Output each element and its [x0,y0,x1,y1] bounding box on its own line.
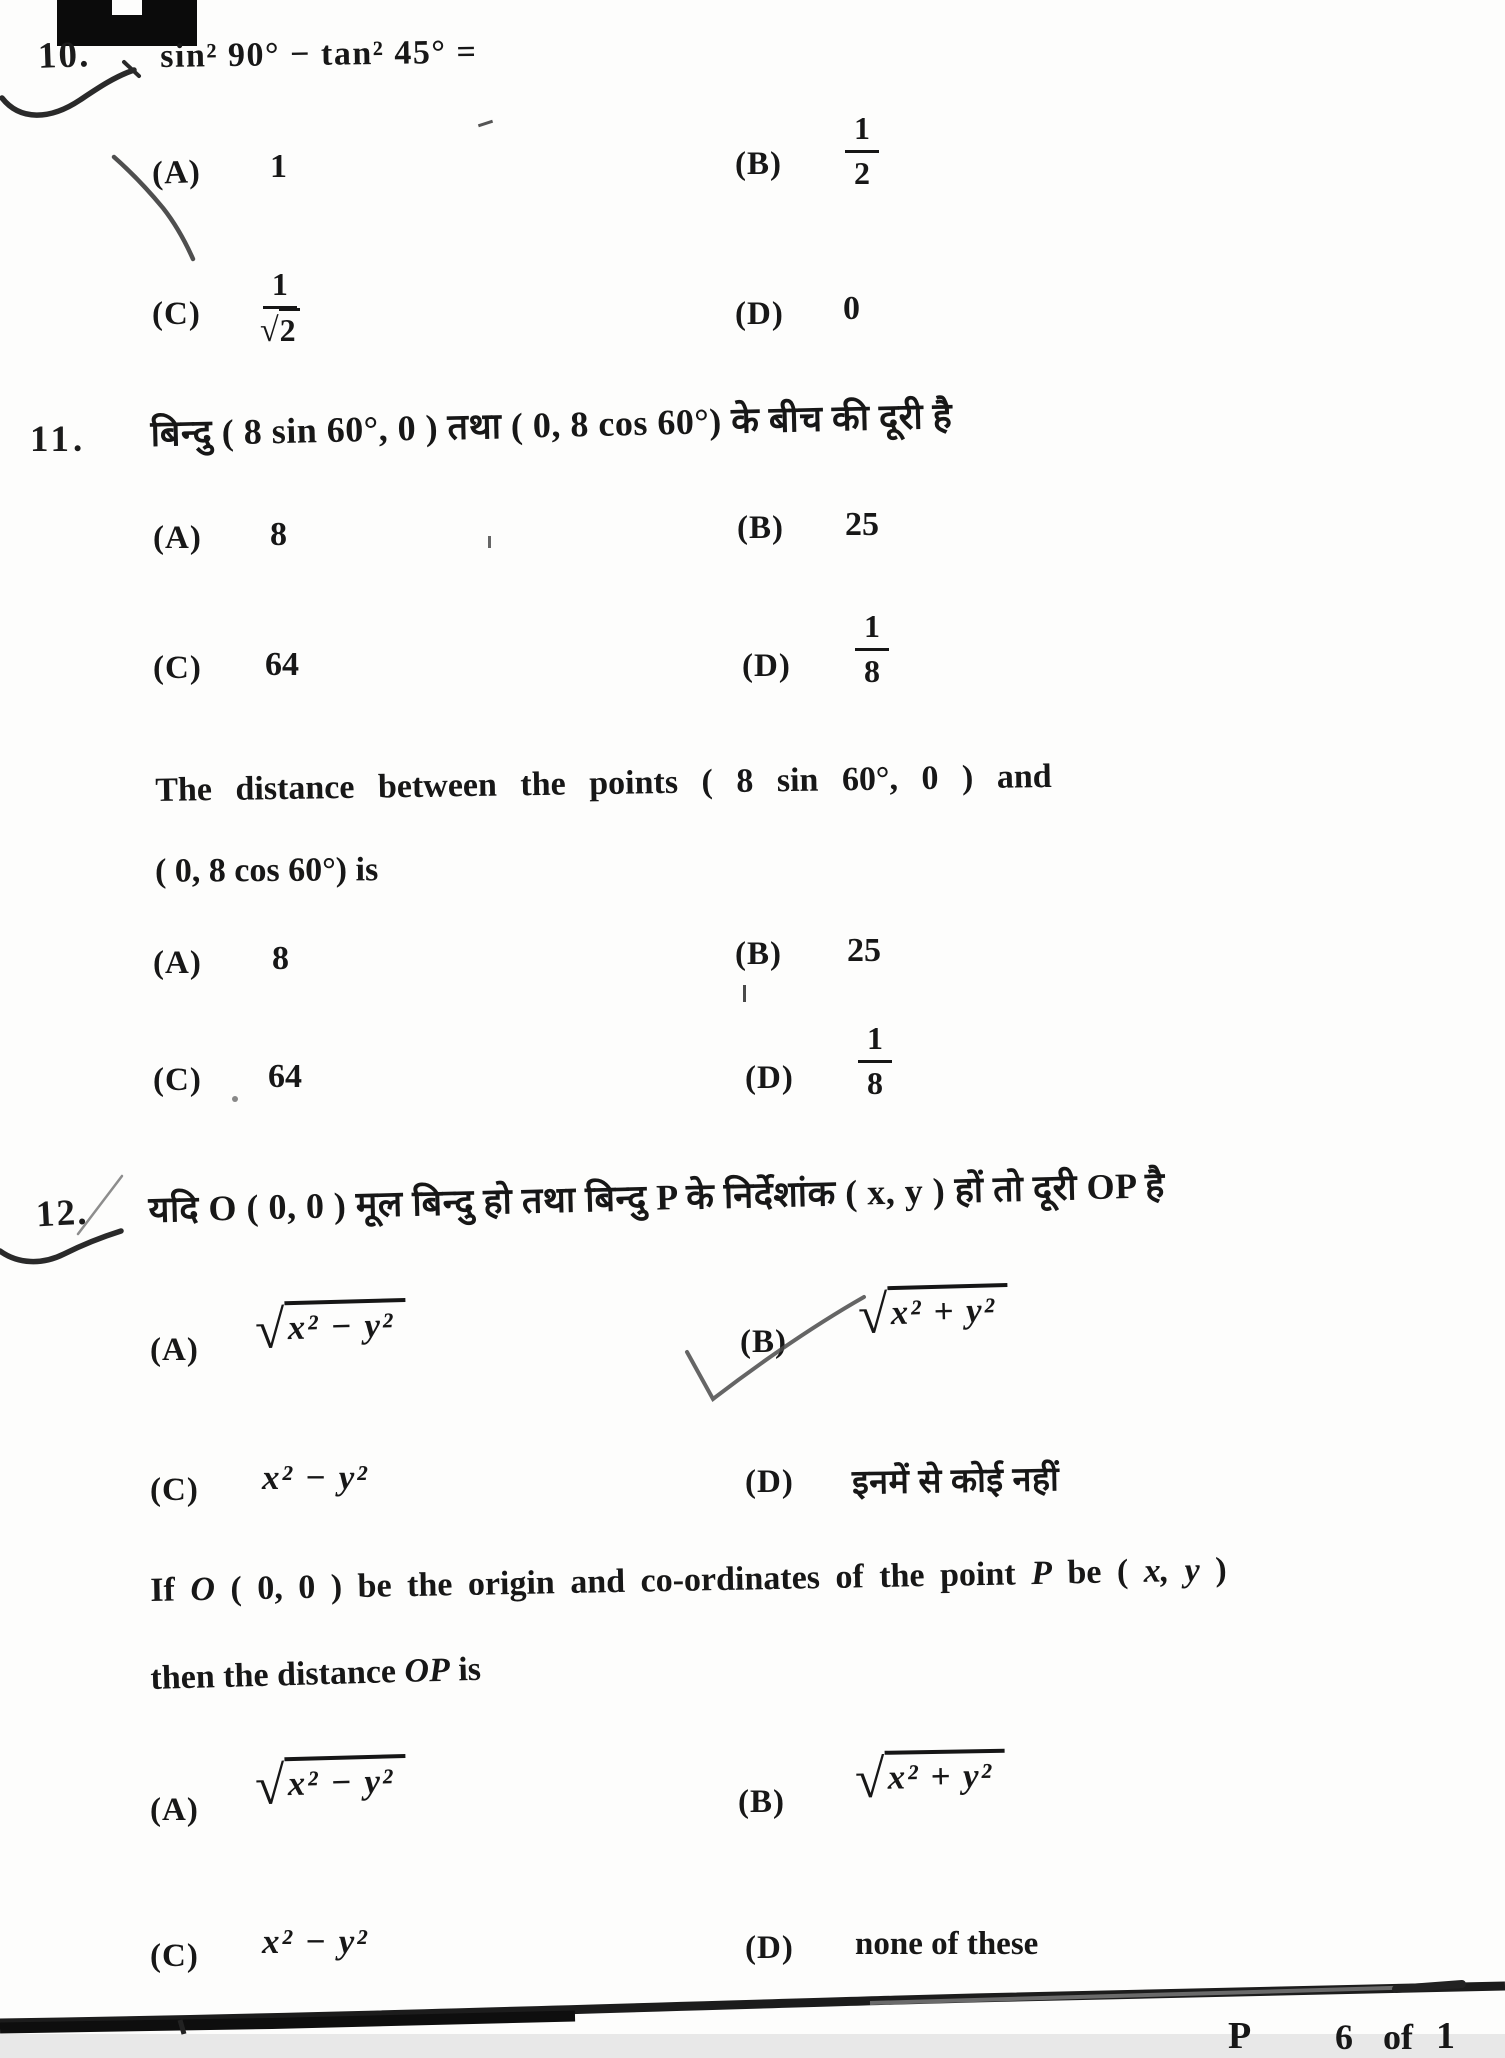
footer-fragment-2: 6 [1335,2017,1353,2057]
redaction-block-notch [112,0,142,15]
q11-hi-option-d-denominator: 8 [864,652,880,689]
q10-option-c-denominator [256,309,304,349]
q12-hi-option-b-sqrt-expression [857,1283,1008,1345]
pen-swoosh-q12 [0,1231,121,1262]
q12-question-english-line2 [150,1651,482,1698]
bottom-border-gray-overlay [870,1986,1460,2003]
radical-sign: √ [857,1284,889,1345]
en-text: is [449,1650,482,1689]
radical-sign: √ [254,1299,286,1360]
q10-question: sin² 90° − tan² 45° = [160,33,478,75]
q12-en-option-b-label: (B) [738,1784,785,1820]
q11-en-option-a-value: 8 [272,940,289,977]
bottom-border-thick-left [0,2016,575,2028]
q11-hi-option-b-value: 25 [845,506,879,543]
q11-hi-option-d-label: (D) [742,648,791,684]
ink-speck [232,1096,238,1102]
q10-option-c-numerator: 1 [263,268,297,309]
en-text: then the distance [150,1652,405,1697]
q10-option-b-label: (B) [735,146,782,182]
q11-en-option-d-denominator: 8 [867,1064,883,1101]
q11-hi-option-c-label: (C) [153,650,202,686]
q12-hi-option-c-label: (C) [150,1472,199,1508]
q11-hi-option-a-value: 8 [270,516,287,553]
q12-en-option-d-value: none of these [855,1926,1039,1962]
q11-en-option-d-numerator: 1 [858,1022,892,1063]
q12-hi-option-d-label: (D) [745,1464,794,1500]
pen-swoosh-q10-tick [124,62,139,76]
q11-number: 11. [30,419,87,460]
q12-hi-option-b-label: (B) [740,1324,787,1360]
en-text: ) [1199,1551,1227,1589]
q11-hi-option-b-label: (B) [737,510,784,546]
q12-en-option-c-value: x² − y² [262,1922,369,1961]
bottom-border-right-blob [1396,1984,1462,1989]
q10-option-c-label: (C) [152,296,201,332]
bottom-border-tick [180,2020,184,2034]
math-var-O: O [190,1570,216,1609]
q11-question-english-line1: The distance between the points ( 8 sin 60°, 0 ) and [155,757,1052,809]
q10-option-b-denominator: 2 [854,154,870,191]
q12-number: 12. [34,1191,90,1236]
math-var-OP: OP [403,1651,451,1690]
radical-sign: √ [854,1748,886,1810]
q11-en-option-d-label: (D) [745,1060,794,1096]
q12-en-option-a-label: (A) [150,1792,199,1828]
q12-en-option-c-label: (C) [150,1938,199,1974]
ink-speck [478,120,493,127]
q12-question-english-line1 [150,1551,1227,1610]
q12-hi-option-a-sqrt-expression [254,1298,407,1360]
q11-en-option-d-fraction [858,1022,892,1100]
q12-hi-option-c-value: x² − y² [262,1458,369,1497]
ink-speck [743,985,746,1002]
q11-hi-option-a-label: (A) [153,520,202,556]
q12-question-hindi: यदि O ( 0, 0 ) मूल बिन्दु हो तथा बिन्दु P के निर्देशांक ( x, y ) हों तो दूरी OP है [148,1165,1166,1230]
q12-hi-option-b-radicand: x² + y² [887,1283,1009,1333]
q11-en-option-b-label: (B) [735,936,782,972]
q11-en-option-b-value: 25 [847,932,881,969]
q12-en-option-d-label: (D) [745,1930,794,1966]
q10-option-c-radicand: 2 [279,308,300,348]
q11-hi-option-d-fraction [855,610,889,688]
q11-en-option-c-label: (C) [153,1062,202,1098]
en-text: be ( [1051,1552,1145,1592]
ink-speck [488,536,491,548]
bottom-border-line [0,1986,1505,2023]
math-var-P: P [1030,1554,1053,1593]
q12-hi-option-a-radicand: x² − y² [284,1298,407,1348]
q11-hi-option-c-value: 64 [265,646,299,683]
footer-fragment-3: of [1383,2017,1413,2057]
q11-hi-option-d-numerator: 1 [855,610,889,651]
q10-number: 10. [37,34,91,77]
q10-option-d-label: (D) [735,296,784,332]
q12-en-option-a-sqrt-expression [254,1754,407,1816]
q10-option-a-value: 1 [270,148,287,185]
q11-question-hindi: बिन्दु ( 8 sin 60°, 0 ) तथा ( 0, 8 cos 60°) के बीच की दूरी है [150,395,953,454]
en-text: ( 0, 0 ) be the origin and co-ordinates of the point [214,1555,1032,1608]
q12-hi-option-a-label: (A) [150,1332,199,1368]
en-text: If [150,1571,191,1609]
math-var-xy: x, y [1143,1551,1201,1590]
q10-option-b-fraction [845,112,879,190]
q10-option-d-value: 0 [843,290,860,327]
q12-en-option-b-radicand: x² + y² [884,1749,1005,1798]
footer-fragment-4: 1 [1436,2015,1455,2057]
footer-fragment-1: P [1228,2015,1252,2057]
q11-en-option-a-label: (A) [153,945,202,981]
q12-hi-option-d-value: इनमें से कोई नहीं [851,1461,1060,1502]
q10-option-c-fraction [256,268,304,348]
q12-en-option-a-radicand: x² − y² [284,1754,407,1804]
q11-en-option-c-value: 64 [268,1058,302,1095]
q10-option-b-numerator: 1 [845,112,879,153]
q11-question-english-line2: ( 0, 8 cos 60°) is [154,851,379,890]
radical-sign: √ [260,311,279,349]
q12-en-option-b-sqrt-expression [854,1748,1006,1810]
radical-sign: √ [254,1755,286,1816]
q10-option-a-label: (A) [151,154,202,192]
